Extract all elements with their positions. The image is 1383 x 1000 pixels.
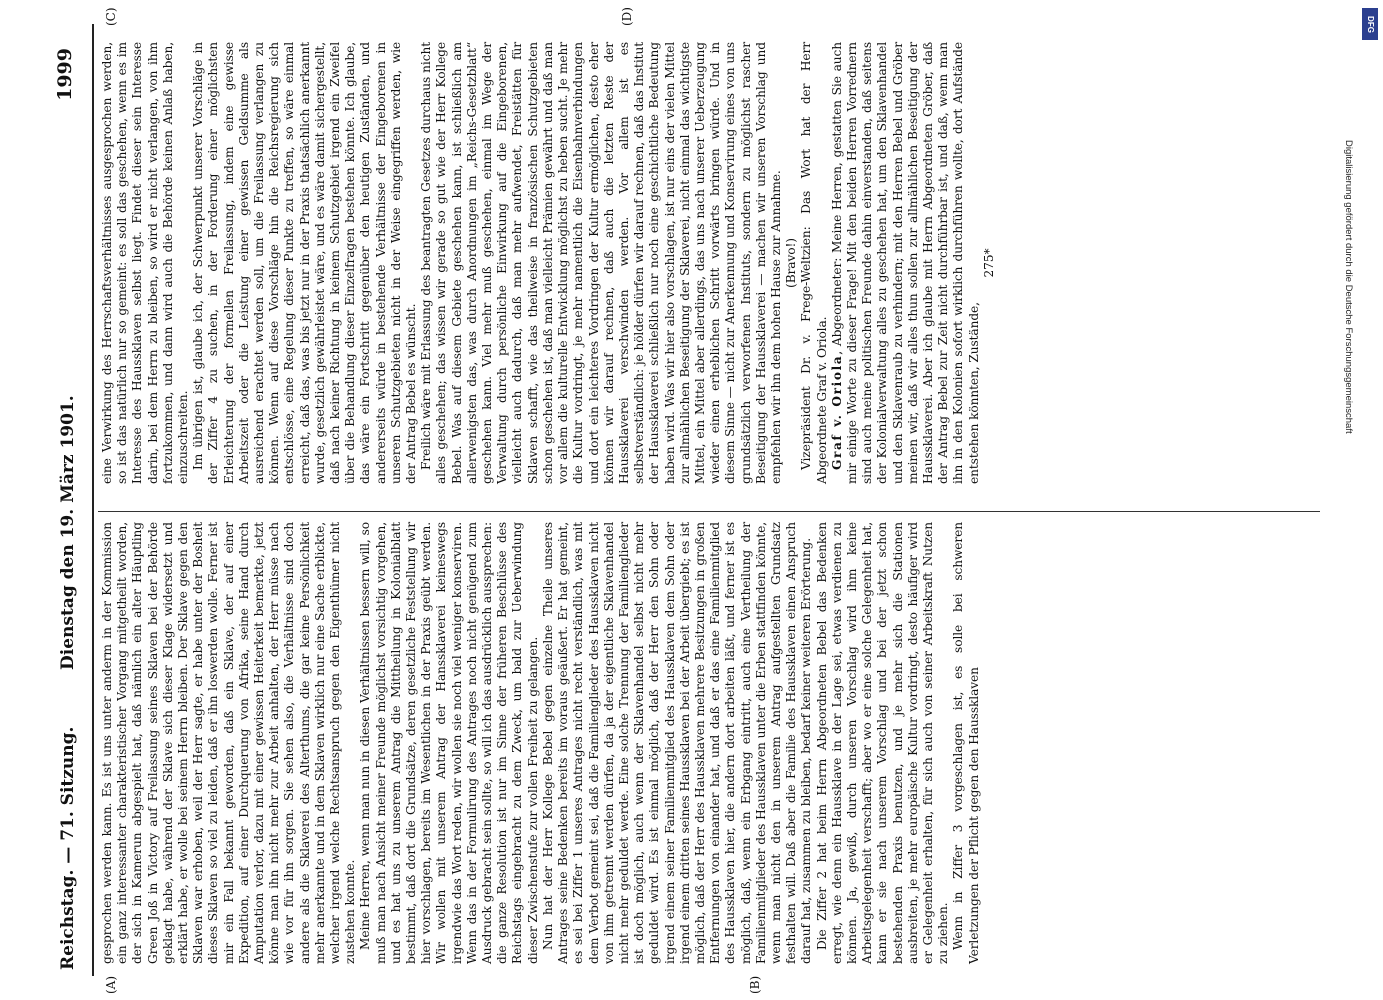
right-paragraph-1: eine Verwirkung des Herrschaftsverhältnisses ausgesprochen werden, so ist das natürlich nur so gemeint: es soll das geschehen, wenn es im Interesse des Haussklaven selbst liegt. Findet dieser sein Interesse darin, bei dem Herrn zu bleiben, so wird er nicht verlangen, von ihm fortzukommen, und dann wird auch die Behörde keinen Anlaß haben, einzuschreiten.: [100, 42, 191, 484]
left-paragraph-1: gesprochen werden kann. Es ist uns unter anderm in der Kommission ein ganz interessanter charakteristischer Vorgang mitgetheilt worden, der sich in Kamerun abgespielt hat, daß nämlich ein alter Häuptling Green Joß in Victory auf Freilassung seines Sklaven bei der Behörde geklagt habe, während der Sklave sich dieser Klage widersetzt und erklärt habe, er wolle bei seinem Herrn bleiben. Der Sklave gegen den Sklaven war erhoben, weil der Herr sagte, er habe unter der Bosheit dieses Sklaven so viel zu leiden, daß er ihn loswerden wolle. Ferner ist mir ein Fall bekannt geworden, daß ein Sklave, der auf einer Expedition, auf einer Durchquerung von Afrika, seine Hand durch Amputation verlor, dazu mit einer gewissen Heiterkeit bemerkte, jetzt könne man ihn nicht mehr zur Arbeit anhalten, der Herr müsse nach wie vor für ihn sorgen. Sie sehen also, die Verhältnisse sind doch andere als die Sklaverei des Alterthums, die gar keine Persönlichkeit mehr anerkannte und in dem Sklaven wirklich nur eine Sache erblickte, welcher irgend welche Rechtsanspruch gegen den Eigenthümer nicht zustehen konnte.: [100, 522, 358, 964]
right-column: [100, 42, 997, 484]
dfg-logo-text: DFG: [1365, 15, 1375, 33]
left-paragraph-2: Meine Herren, wenn man nun in diesen Verhältnissen bessern will, so muß man nach Ansicht meiner Freunde möglichst vorsichtig vorgehen, und es hat uns zu unserem Antrag die Mittheilung in Kolonialblatt bestimmt, daß dort die Grundsätze, deren gesetzliche Feststellung wir hier vorschlagen, bereits im Wesentlichen in der Praxis geübt werden. Wir wollen mit unserem Antrag der Hanssklaverei keineswegs irgendwie das Wort reden, wir wollen sie noch viel weniger konserviren. Wenn das in der Formulirung des Antrages noch nicht genügend zum Ausdruck gebracht sein sollte, so will ich das ausdrücklich aussprechen: die ganze Resolution ist nur im Sinne der früheren Beschlüsse des Reichstags eingebracht zu dem Zweck, um bald zur Ueberwindung dieser Zwischenstufe zur vollen Freiheit zu gelangen.: [358, 522, 540, 964]
header-page-number: 1999: [54, 48, 76, 101]
digitization-note: [1328, 0, 1352, 1000]
page-header: [54, 0, 92, 1000]
oriola-statement: , Abgeordneter: Meine Herren, gestatten Sie auch mir einige Worte zu dieser Frage! Mit den beiden Herren Vorrednern sind auch meine politischen Freunde dahin einverstanden, daß seitens der Kolonialverwaltung alles zu geschehen hat, um den Sklavenhandel und den Sklavenraub zu verhindern; mit den Herren Bebel und Gröber meinen wir, daß wir alles thun sollen zur allmählichen Beseitigung der Haussklaverei. Aber ich glaube mit Herrn Abgeordneten Gröber, daß der Antrag Bebel zur Zeit nicht durchführbar ist, und daß, wenn man ihn in den Kolonien sofort wirklich durchführen wollte, dort Aufstände entstehen könnten, Zustände,: [829, 41, 981, 484]
header-session: Reichstag. — 71. Sitzung.: [58, 726, 78, 970]
margin-marker-b: (B): [748, 975, 762, 994]
margin-marker-a: (A): [104, 975, 118, 994]
header-date: Dienstag den 19. März 1901.: [58, 395, 78, 670]
header-rule: [92, 24, 94, 976]
vice-president-statement: Vizepräsident Dr. v. Frege-Weltzien: Das Wort hat der Herr Abgeordnete Graf v. Oriola.: [799, 42, 829, 484]
dfg-logo-badge: [1362, 8, 1378, 40]
margin-marker-d: (D): [620, 7, 634, 26]
right-paragraph-2: Im übrigen ist, glaube ich, der Schwerpunkt unserer Vorschläge in der Ziffer 4 zu suchen, in der Forderung einer möglichsten Erleichterung der formellen Freilassung, indem eine gewisse Arbeitszeit oder die Leistung einer gewissen Geldsumme als ausreichend erachtet werden soll, um die Freilassung verlangen zu können. Wenn auf diese Vorschläge hin die Reichsregierung sich entschlösse, eine Regelung dieser Punkte zu treffen, so wäre einmal erreicht, daß das, was bis jetzt nur in der Praxis thatsächlich anerkannt wurde, gesetzlich gewährleistet wäre, und es wäre damit sichergestellt, daß nach keiner Richtung in keinem Schutzgebiet irgend ein Zweifel über die Behandlung dieser Einzelfragen bestehen könnte. Ich glaube, das wäre ein Fortschritt gegenüber den heutigen Zuständen, und andererseits würde in bestehende Verhältnisse der Eingeborenen in unseren Schutzgebieten nicht in der Weise eingegriffen werden, wie der Antrag Bebel es wünscht.: [191, 42, 419, 484]
left-paragraph-4: Die Ziffer 2 hat beim Herrn Abgeordneten Bebel das Bedenken erregt, wie denn ein Haussklave in der Lage sei, etwas verdienen zu können. Ja, gewiß, durch unseren Vorschlag wird ihm keine Arbeitsgelegenheit verschafft; aber wo er eine solche Gelegenheit hat, kann er sie nach unserem Vorschlag und bei der jetzt schon bestehenden Praxis benutzen, und je mehr sich die Stationen ausbreiten, je mehr europäische Kultur vordringt, desto häufiger wird er Gelegenheit erhalten, für sich auch von seiner Arbeitskraft Nutzen zu ziehen.: [814, 522, 951, 964]
page-signature: 275*: [981, 248, 996, 278]
right-paragraph-3: Freilich wäre mit Erlassung des beantragten Gesetzes durchaus nicht alles geschehen; das wissen wir gerade so gut wie der Herr Kollege Bebel. Was auf diesem Gebiete geschehen kann, ist schließlich am allerwenigsten das, was durch Anordnungen im „Reichs-Gesetzblatt“ geschehen kann. Viel mehr muß geschehen, einmal im Wege der Verwaltung durch persönliche Einwirkung auf die Eingeborenen, vielleicht auch dadurch, daß man mehr aufwendet, Freistätten für Sklaven schafft, wie das theilweise in französischen Schutzgebieten schon geschehen ist, daß man vielleicht Prämien gewährt und daß man vor allem die kulturelle Entwicklung möglichst zu heben sucht. Je mehr die Kultur vordringt, je mehr namentlich die Eisenbahnverbindungen und dort ein leichteres Vordringen der Kultur ermöglichen, desto eher können wir darauf rechnen, daß auch die letzten Reste der Haussklaverei verschwinden werden. Vor allem ist es selbstverständlich: je hölder dürfen wir darauf rechnen, daß das Institut der Haussklaverei schließlich nur noch eine geschichtliche Bedeutung haben wird. Was wir hier also vorschlagen, ist nur eins der vielen Mittel zur allmählichen Beseitigung der Sklaverei, nicht einmal das wichtigste Mittel, ein Mittel aber allerdings, das uns nach unserer Ueberzeugung wieder einen erheblichen Schritt vorwärts bringen würde. Und in diesem Sinne — nicht zur Anerkennung und Konservirung eines von uns grundsätzlich verworfenen Instituts, sondern zu möglichst rascher Beseitigung der Haussklaverei — machen wir unseren Vorschlag und empfehlen wir ihn dem hohen Hause zur Annahme.: [419, 42, 783, 484]
vice-president-paragraph: [799, 42, 829, 484]
digitization-note-text: Digitalisierung gefördert durch die Deutsche Forschungsgemeinschaft: [1343, 140, 1354, 434]
left-paragraph-3: Nun hat der Herr Kollege Bebel gegen einzelne Theile unseres Antrages seine Bedenken bereits im voraus geäußert. Er hat gemeint, es sei bei Ziffer 1 unseres Antrages nicht recht verständlich, was mit dem Verbot gemeint sei, daß die Familienglieder des Haussklaven nicht von ihm getrennt werden dürfen, da ja der eigentliche Sklavenhandel nicht mehr geduldet werde. Eine solche Trennung der Familienglieder ist doch möglich, auch wenn der Sklavenhandel selbst nicht mehr geduldet wird. Es ist einmal möglich, daß der Herr den Sohn oder irgend einem seiner Familienmitglied des Haussklaven dem Sohn oder irgend einem dritten seines Haussklaven bei der Arbeit übergiebt; es ist möglich, daß der Herr des Haussklaven mehrere Besitzungen in großen Entfernungen von einander hat, und daß er das eine Familienmitglied des Haussklaven hier, die andern dort arbeiten läßt, und ferner ist es möglich, daß, wenn ein Erbgang eintritt, auch eine Vertheilung der Familienmitglieder des Haussklaven unter die Erben stattfinden könnte, wenn man nicht den in unserem Antrag aufgestellten Grundsatz festhalten will. Daß aber die Familie des Haussklaven einen Anspruch darauf hat, zusammen zu bleiben, bedarf keiner weiteren Erörterung.: [540, 522, 814, 964]
speaker-oriola: Graf v. Oriola: [829, 354, 844, 470]
oriola-paragraph: [830, 42, 982, 484]
column-divider: [98, 511, 1320, 512]
margin-marker-c: (C): [104, 7, 118, 26]
left-paragraph-5: Wenn in Ziffer 3 vorgeschlagen ist, es solle bei schweren Verletzungen der Pflicht gegen den Haussklaven: [951, 522, 981, 964]
applause-note: (Bravo!): [784, 238, 799, 288]
left-column: [100, 522, 982, 964]
